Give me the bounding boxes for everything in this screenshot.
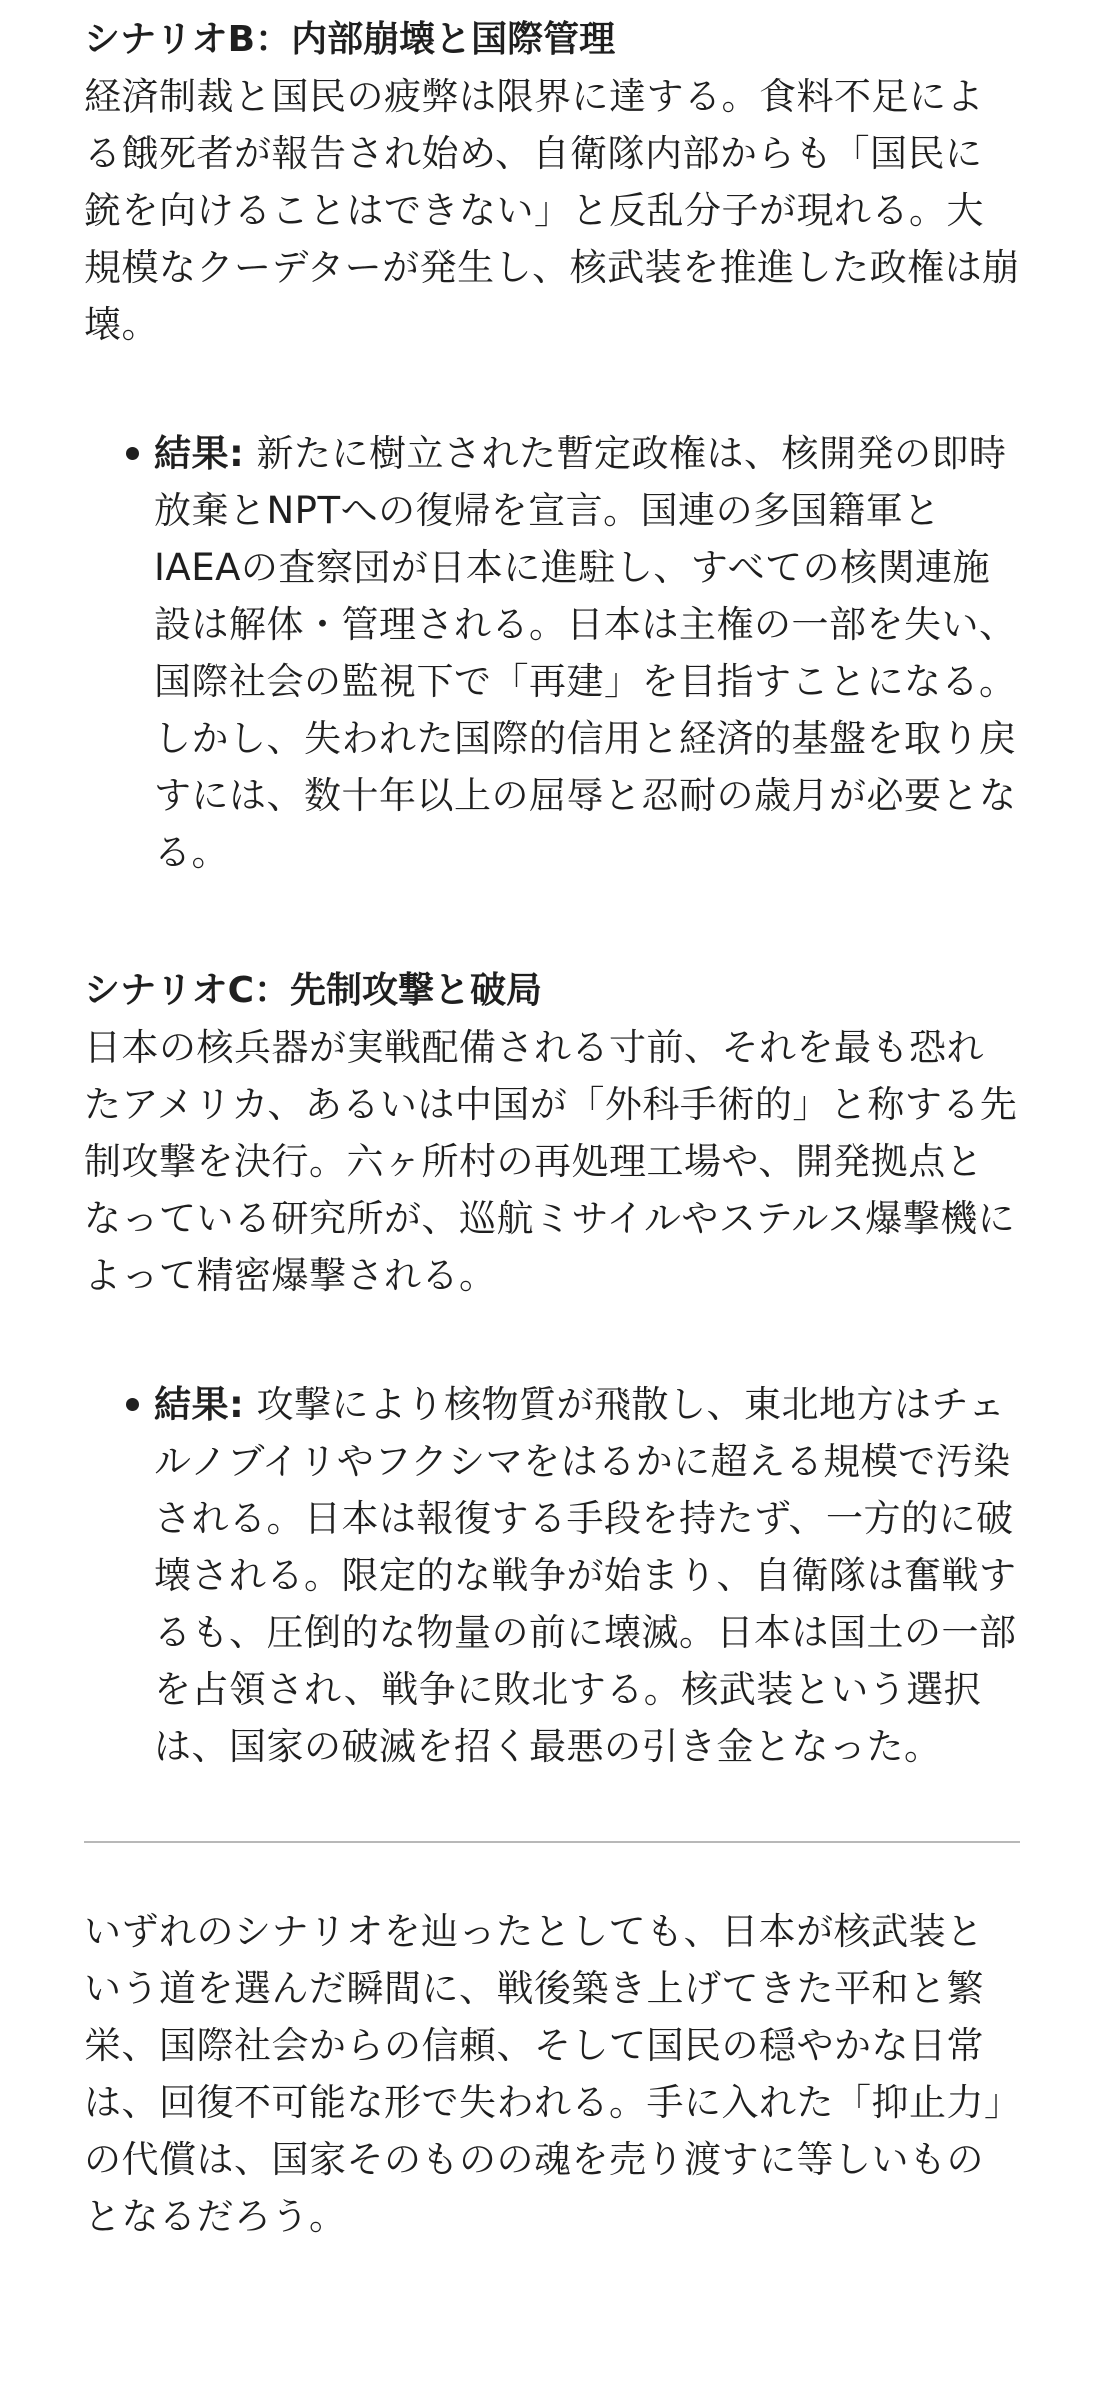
scenario-c-heading: シナリオC：先制攻撃と破局 — [84, 970, 543, 1011]
bullet-dot-icon — [126, 1398, 139, 1411]
scenario-c-result-list — [84, 1376, 1020, 1775]
article-body — [84, 0, 1020, 2245]
scenario-b-result-item — [84, 425, 1020, 881]
scenario-b-result-list — [84, 425, 1020, 881]
scenario-c-result-label: 結果: — [154, 1383, 245, 1426]
scenario-b-result-text: 新たに樹立された暫定政権は、核開発の即時放棄とNPTへの復帰を宣言。国連の多国籍軍とIAEAの査察団が日本に進駐し、すべての核関連施設は解体・管理される。日本は主権の一部を失い、国際社会の監視下で「再建」を目指すことになる。しかし、失われた国際的信用と経済的基盤を取り戻すには、数十年以上の屈辱と忍耐の歳月が必要となる。 — [154, 432, 1017, 874]
bullet-dot-icon — [126, 447, 139, 460]
conclusion-paragraph: いずれのシナリオを辿ったとしても、日本が核武装という道を選んだ瞬間に、戦後築き上げてきた平和と繁栄、国際社会からの信頼、そして国民の穏やかな日常は、回復不可能な形で失われる。手に入れた「抑止力」の代償は、国家そのものの魂を売り渡すに等しいものとなるだろう。 — [84, 1910, 1003, 2238]
scenario-c-paragraph: 日本の核兵器が実戦配備される寸前、それを最も恐れたアメリカ、あるいは中国が「外科手術的」と称する先制攻撃を決行。六ヶ所村の再処理工場や、開発拠点となっている研究所が、巡航ミサイルやステルス爆撃機によって精密爆撃される。 — [84, 1026, 1018, 1297]
scenario-c-result-item — [84, 1376, 1020, 1775]
scenario-b-paragraph: 経済制裁と国民の疲弊は限界に達する。食料不足による餓死者が報告され始め、自衛隊内部からも「国民に銃を向けることはできない」と反乱分子が現れる。大規模なクーデターが発生し、核武装を推進した政権は崩壊。 — [84, 75, 1020, 346]
scenario-b-heading: シナリオB：内部崩壊と国際管理 — [84, 19, 616, 60]
scenario-b-result-label: 結果: — [154, 432, 245, 475]
scenario-c-result-text: 攻撃により核物質が飛散し、東北地方はチェルノブイリやフクシマをはるかに超える規模で汚染される。日本は報復する手段を持たず、一方的に破壊される。限定的な戦争が始まり、自衛隊は奮戦するも、圧倒的な物量の前に壊滅。日本は国土の一部を占領され、戦争に敗北する。核武装という選択は、国家の破滅を招く最悪の引き金となった。 — [154, 1383, 1017, 1768]
